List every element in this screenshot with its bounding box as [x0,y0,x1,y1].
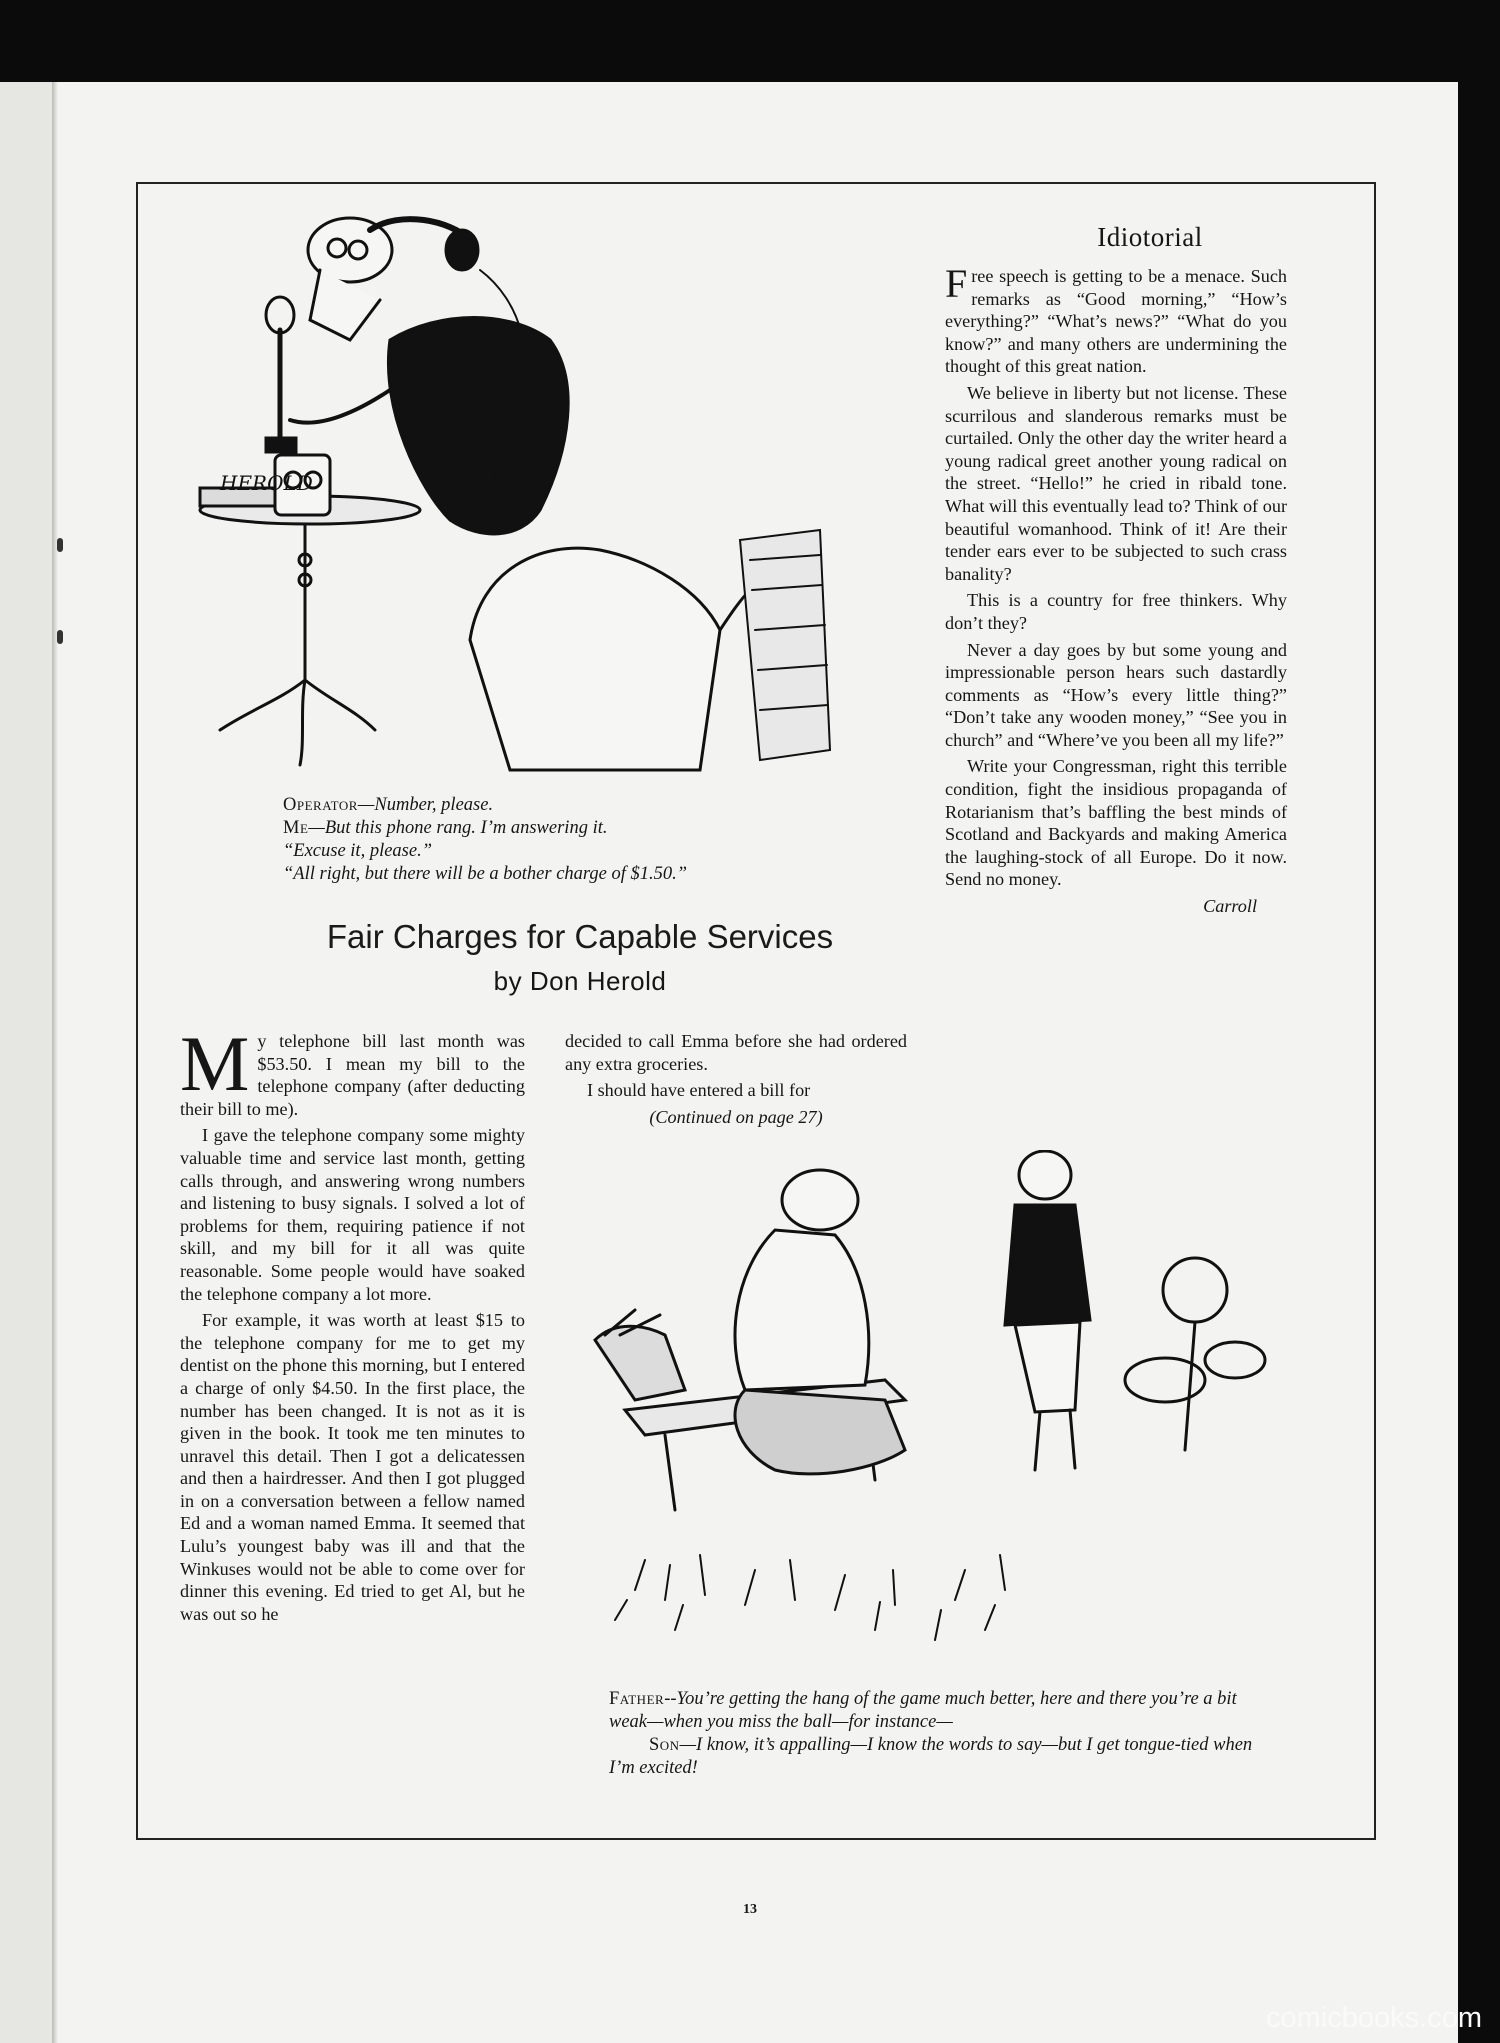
idiotorial-byline: Carroll [1203,896,1257,917]
caption-line: —Number, please. [357,795,494,815]
paragraph: This is a country for free thinkers. Why don’t they? [945,590,1287,633]
paragraph: I should have entered a bill for [587,1080,811,1101]
caption-line: —But this phone rang. I’m answering it. [308,818,608,838]
paragraph: I gave the telephone company some mighty valuable time and service last month, getting calls through, and answering wrong numbers and listening to busy signals. I solved a lot of problems for them, requiring patience if not skill, and my bill for it all was quite reasonable. Some people would have soaked the telephone company a lot more. [180,1125,525,1304]
cartoon-signature: HEROLD [220,471,313,495]
caption-speaker: Father [609,1689,665,1709]
idiotorial-heading: Idiotorial [1097,222,1203,252]
cartoon-golf-illustration [575,1150,1275,1650]
caption-speaker: Son [649,1735,680,1755]
article-title: Fair Charges for Capable Services [326,918,834,955]
binding-hole [57,538,63,552]
caption-line: “Excuse it, please.” [283,841,433,861]
article-column-2 [565,1030,907,1128]
caption-speaker: Operator [283,795,358,815]
caption-line: --You’re getting the hang of the game much better, here and there you’re a bit weak—when you miss the ball—for instance— [609,1689,1237,1732]
paragraph: ree speech is getting to be a menace. Such remarks as “Good morning,” “How’s everything?” “What’s news?” “What do you know?” and many others are undermining the thought of this great nation. [945,266,1287,377]
cartoon-telephone-illustration [180,210,940,780]
page-number: 13 [743,1902,757,1917]
paragraph: Write your Congressman, right this terrible condition, fight the insidious propaganda of Rotarianism that’s baffling the best minds of Scotland and Backyards and making America the laughing-stock of all Europe. Do it now. Send no money. [945,756,1287,890]
watermark: comicbooks.com [1266,2002,1482,2034]
paragraph: For example, it was worth at least $15 to the telephone company for me to get my dentist on the phone this morning, but I entered a charge of only $4.50. In the first place, the number has been changed. It is not as it is given in the book. It took me ten minutes to unravel this detail. Then I got a delicatessen and then a hairdresser. And then I got plugged in on a conversation between a fellow named Ed and a woman named Emma. It seemed that Lulu’s youngest baby was ill and that the Winkuses would not be able to come over for dinner this evening. Ed tried to get Al, but he was out so he [180,1310,525,1624]
drop-cap: M [180,1020,250,1107]
paragraph: We believe in liberty but not license. These scurrilous and slanderous remarks must be curtailed. Only the other day the writer heard a young radical greet another young radical on the street. “Hello!” he cried in ribald tone. What will this eventually lead to? Think of our beautiful womanhood. Think of it! Are their tender ears ever to be subjected to such crass banality? [945,382,1287,584]
idiotorial-body [945,261,1287,918]
cartoon-caption-telephone [283,794,883,886]
caption-speaker: Me [283,818,309,838]
drop-cap: F [945,261,968,306]
paragraph: decided to call Emma before she had ordered any extra groceries. [565,1031,907,1074]
article-byline: by Don Herold [493,966,667,996]
paragraph: Never a day goes by but some young and impressionable person hears such dastardly comments as “How’s every little thing?” “Don’t take any wooden money,” “See you in church” and “Where’ve you been all my life?” [945,639,1287,750]
binding-hole [57,630,63,644]
caption-line: —I know, it’s appalling—I know the words to say—but I get tongue-tied when I’m excited! [609,1735,1253,1778]
cartoon-caption-golf [609,1688,1269,1780]
article-column-1 [180,1020,525,1629]
paragraph: y telephone bill last month was $53.50. I mean my bill to the telephone company (after deducting their bill to me). [180,1031,525,1119]
page-spine [0,82,58,2043]
caption-line: “All right, but there will be a bother charge of $1.50.” [283,864,688,884]
continued-note: (Continued on page 27) [649,1106,823,1127]
